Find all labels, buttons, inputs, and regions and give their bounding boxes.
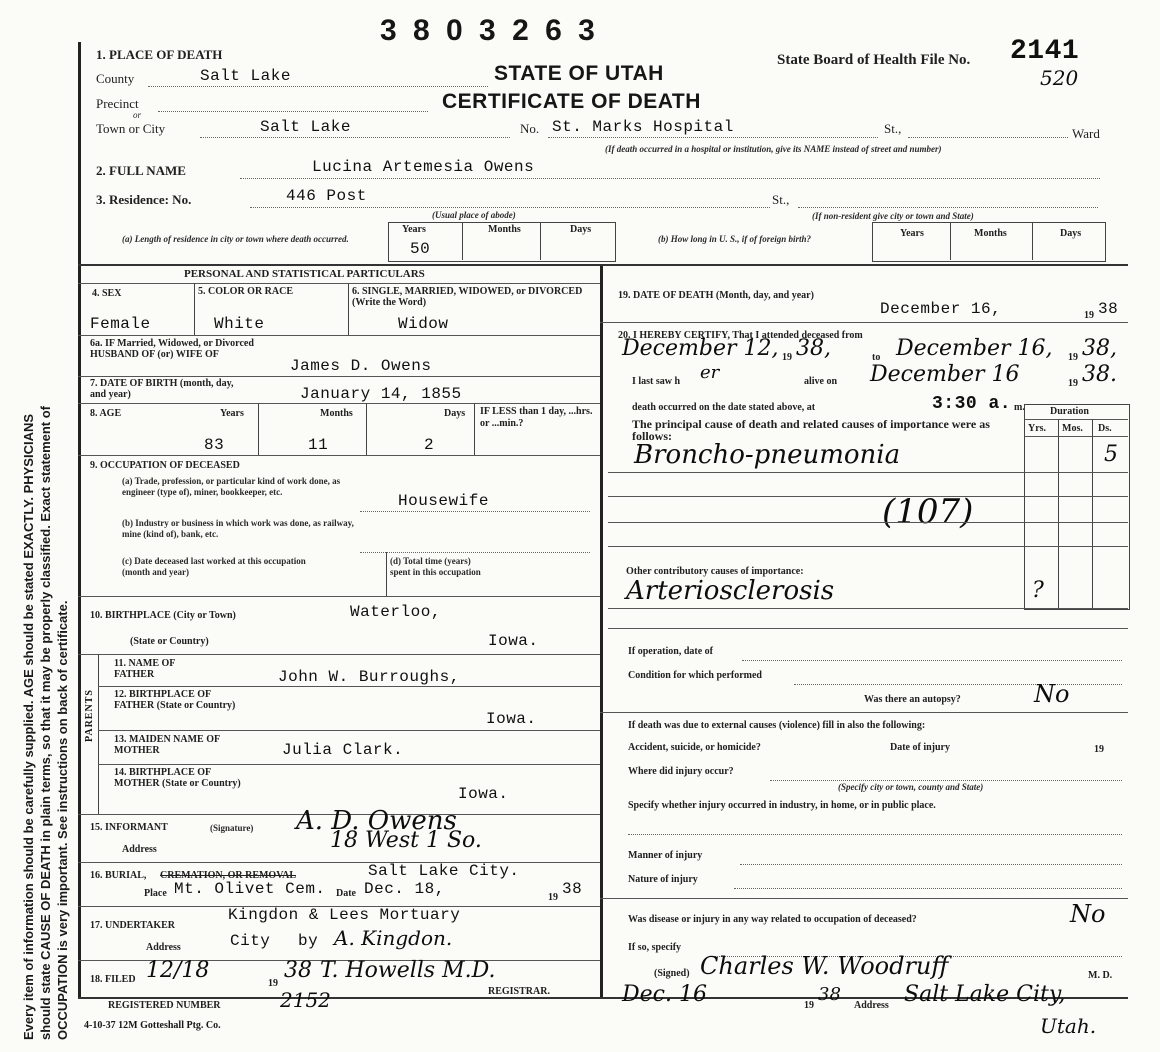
signed-label: (Signed) [654,968,690,979]
father-birthplace: Iowa. [486,710,537,728]
father-birthplace-label: 12. BIRTHPLACE OF FATHER (State or Country) [114,689,236,711]
duration-header: Duration [1050,406,1089,417]
attended-to: December 16, [896,336,1053,361]
occupation-related-value: No [1070,900,1106,928]
place-of-death-label: 1. PLACE OF DEATH [96,47,223,62]
registrar-label: REGISTRAR. [488,986,550,997]
ward-label: Ward [1072,126,1100,141]
precinct-line [158,111,428,112]
registrar-signature: T. Howells M.D. [320,958,496,983]
registered-number: 2152 [280,988,331,1012]
left-border [78,42,81,997]
length-label: (a) Length of residence in city or town where death occurred. [122,234,349,244]
meridian-label: m. [1014,402,1025,413]
age-days: 2 [424,436,435,454]
county-label: County [96,71,135,86]
dod-label: 19. DATE OF DEATH (Month, day, and year) [618,290,814,301]
personal-heading: PERSONAL AND STATISTICAL PARTICULARS [184,268,425,280]
town-line [200,137,510,138]
town-value: Salt Lake [260,118,351,136]
marital-value: Widow [398,315,449,333]
printer-imprint: 4-10-37 12M Gotteshall Ptg. Co. [84,1020,221,1031]
filed-year-prefix: 19 [268,978,278,989]
burial-date: Dec. 18, [364,880,445,898]
alive-on-label: alive on [804,376,838,387]
marital-label: 6. SINGLE, MARRIED, WIDOWED, or DIVORCED (Write the Word) [352,286,583,308]
filed-year: 38 [284,958,312,983]
manner-label: Manner of injury [628,850,703,861]
death-time: 3:30 a. [932,394,1012,414]
specify-place-note: (Specify city or town, county and State) [838,782,984,792]
sex-label: 4. SEX [92,288,122,299]
occupation-c-label: (c) Date deceased last worked at this occupation (month and year) [122,556,306,577]
informant-address-label: Address [122,844,157,855]
md-label: M. D. [1088,970,1113,981]
full-name-line [240,178,1100,179]
specify-injury-label: Specify whether injury occurred in industry, in home, or in public place. [628,800,936,811]
months-header: Months [488,224,521,235]
signature-address: Salt Lake City, [904,982,1066,1007]
residence-years: 50 [410,240,431,258]
attended-from-year: 38, [796,336,831,361]
external-causes-label: If death was due to external causes (violence) fill in also the following: [628,720,926,731]
alive-on-date: December 16 [870,362,1020,387]
other-duration: ? [1032,578,1044,603]
other-causes-label: Other contributory causes of importance: [626,566,804,577]
town-label: Town or City [96,121,166,136]
duration-yrs: Yrs. [1028,423,1047,434]
cause-days: 5 [1104,442,1118,467]
precinct-label: Precinct [96,96,139,111]
filed-label: 18. FILED [90,974,136,985]
file-number: 2141 [1010,36,1080,67]
to-label: to [872,352,881,363]
full-name-label: 2. FULL NAME [96,163,186,178]
certify-text: 20. I HEREBY CERTIFY, That I attended deceased from [618,330,863,341]
burial-struck-text: CREMATION, OR REMOVAL [160,870,297,881]
mother-birthplace: Iowa. [458,785,509,803]
or-label: or [133,110,142,120]
residence-label: 3. Residence: No. [96,192,192,207]
father-label: 11. NAME OF FATHER [114,658,176,680]
side-line-1: Every item of information should be carefully supplied. AGE should be stated EXACTLY. PHYSICIANS [21,413,36,1040]
attended-to-year: 38, [1082,336,1117,361]
undertaker-signature: A. Kingdon. [334,926,453,950]
injury-date-label: Date of injury [890,742,950,753]
st-label: St., [884,121,902,136]
nature-label: Nature of injury [628,874,698,885]
condition-label: Condition for which performed [628,670,762,681]
color-value: White [214,315,265,333]
age-months-label: Months [320,408,353,419]
where-injury-label: Where did injury occur? [628,766,734,777]
burial-date-label: Date [336,888,356,899]
birthplace-state: Iowa. [488,632,539,650]
side-line-2: should state CAUSE OF DEATH in plain terms, so that it may be properly classified. Exact statement of [38,405,53,1040]
burial-year-prefix: 19 [548,892,558,903]
injury-year-prefix: 19 [1094,744,1104,755]
occupation-related-label: Was disease or injury in any way related to occupation of deceased? [628,914,917,925]
signature-date: Dec. 16 [622,982,707,1007]
spouse-value: James D. Owens [290,357,432,375]
undertaker-address-label: Address [146,942,181,953]
father-value: John W. Burroughs, [278,668,460,686]
undertaker-by: by [298,932,319,950]
residence-st-label: St., [772,192,790,207]
informant-signature: A. D. Owens [296,806,457,836]
birthplace-city: Waterloo, [350,603,441,621]
burial-place: Mt. Olivet Cem. [174,880,326,898]
file-no-label: State Board of Health File No. [777,52,971,68]
occupation-label: 9. OCCUPATION OF DECEASED [90,460,240,471]
dod-year-prefix: 19 [1084,310,1094,321]
us-length-label: (b) How long in U. S., if of foreign birth? [658,234,812,244]
attended-from-prefix: 19 [782,352,792,363]
no-line [548,137,878,138]
us-years-header: Years [900,228,924,239]
state-title: STATE OF UTAH [494,62,664,85]
hospital-note: (If death occurred in a hospital or institution, give its NAME instead of street and number) [605,144,942,154]
informant-address: 18 West 1 So. [330,828,482,853]
undertaker-label: 17. UNDERTAKER [90,920,176,931]
burial-place-label: Place [144,888,167,899]
side-instructions [20,10,71,1040]
age-days-label: Days [444,408,466,419]
burial-city: Salt Lake City. [368,862,520,880]
burial-year: 38 [562,880,583,898]
accident-label: Accident, suicide, or homicide? [628,742,761,753]
age-years-label: Years [220,408,244,419]
informant-sig-label: (Signature) [210,823,254,833]
occupation-d-label: (d) Total time (years) spent in this occupation [390,556,481,577]
section-top-line [78,264,1128,266]
physician-signature: Charles W. Woodruff [700,952,949,980]
mother-value: Julia Clark. [282,741,404,759]
age-months: 11 [308,436,329,454]
us-months-header: Months [974,228,1007,239]
autopsy-label: Was there an autopsy? [864,694,961,705]
if-so-label: If so, specify [628,942,682,953]
attended-to-prefix: 19 [1068,352,1078,363]
duration-mos: Mos. [1062,423,1083,434]
birthplace-state-label: (State or Country) [130,636,209,647]
informant-label: 15. INFORMANT [90,822,168,833]
undertaker-address: City [230,932,271,950]
side-line-3: OCCUPATION is very important. See instructions on back of certificate. [55,600,70,1040]
dod-value: December 16, [880,300,1002,318]
serial-number: 3 8 0 3 2 6 3 [380,14,599,47]
duration-ds: Ds. [1098,423,1112,434]
nonres-note: (If non-resident give city or town and State) [812,211,974,221]
st-line [908,137,1068,138]
years-header: Years [402,224,426,235]
death-time-label: death occurred on the date stated above, at [632,402,816,413]
local-number: 520 [1040,66,1079,90]
days-header: Days [570,224,592,235]
alive-year-prefix: 19 [1068,378,1078,389]
residence-value: 446 Post [286,187,367,205]
county-line [148,86,488,87]
signature-address-label: Address [854,1000,889,1011]
burial-label: 16. BURIAL, [90,870,147,881]
residence-st-line [798,207,1098,208]
alive-year: 38. [1082,362,1117,387]
center-divider [600,264,603,997]
county-value: Salt Lake [200,67,291,85]
undertaker-value: Kingdon & Lees Mortuary [228,906,461,924]
occupation-a-label: (a) Trade, profession, or particular kind of work done, as engineer (type of), miner, bookkeeper, etc. [122,476,341,497]
no-label: No. [520,121,540,136]
age-years: 83 [204,436,225,454]
signature-address-state: Utah. [1040,1014,1097,1038]
last-saw-pronoun: er [700,362,720,383]
occupation-b-label: (b) Industry or business in which work was done, as railway, mine (kind of), bank, etc. [122,518,354,539]
parents-side-label: PARENTS [84,689,95,742]
full-name-value: Lucina Artemesia Owens [312,158,535,176]
residence-line [250,207,770,208]
abode-note: (Usual place of abode) [432,210,516,220]
occupation-value: Housewife [398,492,489,510]
sex-value: Female [90,315,151,333]
operation-label: If operation, date of [628,646,713,657]
classification-code: (107) [882,492,974,532]
signature-year: 38 [818,984,841,1005]
registered-number-label: REGISTERED NUMBER [108,1000,221,1011]
mother-label: 13. MAIDEN NAME OF MOTHER [114,734,220,756]
autopsy-value: No [1034,680,1070,708]
filed-date: 12/18 [146,958,210,983]
cause-value: Broncho-pneumonia [634,440,901,470]
age-label: 8. AGE [90,408,122,419]
signature-year-prefix: 19 [804,1000,814,1011]
us-days-header: Days [1060,228,1082,239]
cause-label: The principal cause of death and related causes of importance were as follows: [632,417,990,443]
mother-birthplace-label: 14. BIRTHPLACE OF MOTHER (State or Country) [114,767,241,789]
birthplace-label: 10. BIRTHPLACE (City or Town) [90,610,236,621]
spouse-label: 6a. IF Married, Widowed, or Divorced HUSBAND OF (or) WIFE OF [90,338,254,360]
other-causes-value: Arteriosclerosis [626,576,835,606]
color-label: 5. COLOR OR RACE [198,286,294,297]
certificate-title: CERTIFICATE OF DEATH [442,90,701,113]
dob-label: 7. DATE OF BIRTH (month, day, and year) [90,378,234,400]
dod-year: 38 [1098,300,1119,318]
last-saw-label: I last saw h [632,376,681,387]
less-than-day-label: IF LESS than 1 day, ...hrs. or ...min.? [480,406,593,429]
attended-from: December 12, [622,336,779,361]
hospital-value: St. Marks Hospital [552,118,734,136]
dob-value: January 14, 1855 [300,385,462,403]
